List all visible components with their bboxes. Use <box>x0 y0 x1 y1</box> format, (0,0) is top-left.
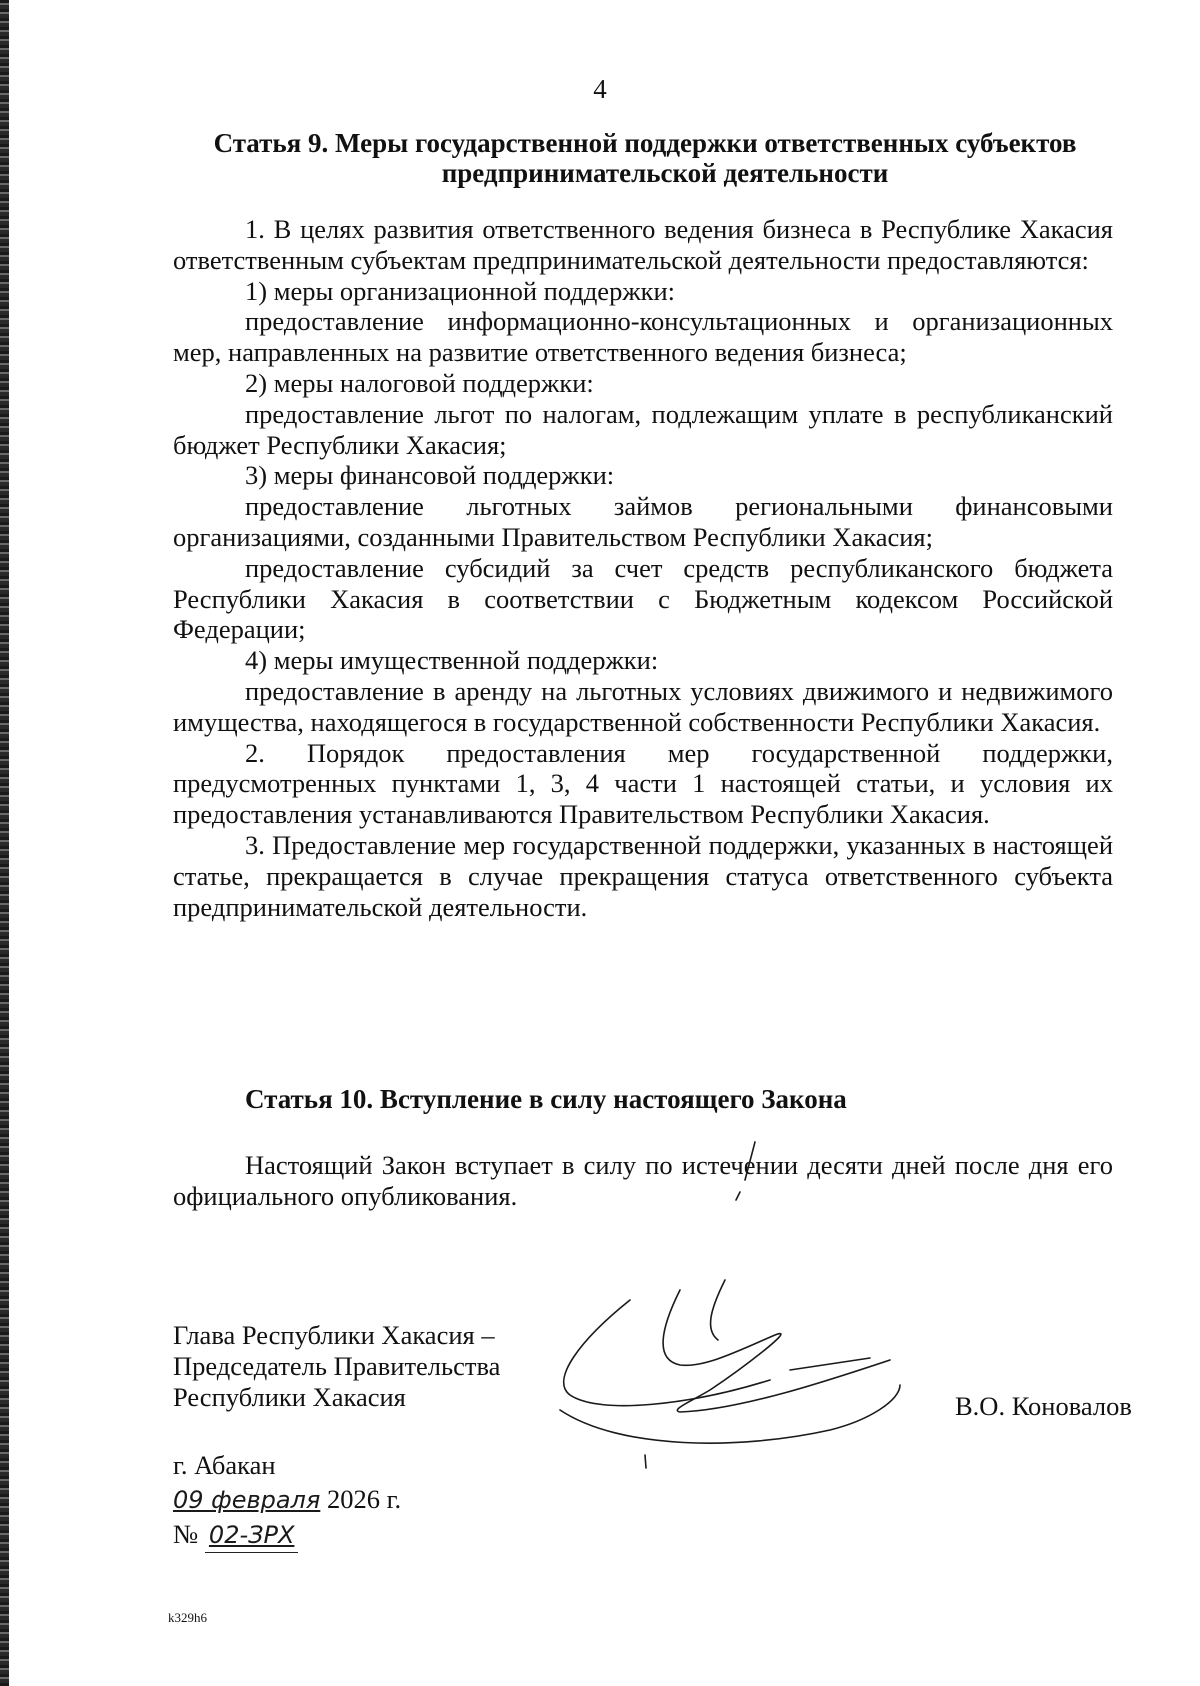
paragraph: 2. Порядок предоставления мер государственной поддержки, предусмотренных пунктами 1, 3, 4 части 1 настоящей статьи, и условия их предоставления устанавливаются Правительством Республики Хакасия. <box>173 737 1113 830</box>
article-9-heading-line1: Статья 9. Меры государственной поддержки ответственных субъектов <box>213 128 1077 158</box>
number-prefix: № <box>173 1519 199 1549</box>
date-year: 2026 г. <box>326 1484 402 1514</box>
signatory-title-line3: Республики Хакасия <box>173 1382 406 1412</box>
handwritten-signature-icon <box>540 1130 920 1470</box>
page-number: 4 <box>593 74 607 104</box>
place-date-block <box>173 1448 401 1553</box>
paragraph: предоставление субсидий за счет средств республиканского бюджета Республики Хакасия в соответствии с Бюджетным кодексом Российской Федерации; <box>173 552 1113 645</box>
paragraph: предоставление льгот по налогам, подлежащим уплате в республиканский бюджет Республики Хакасия; <box>173 398 1113 460</box>
handwritten-date: 09 февраля <box>173 1486 321 1514</box>
paragraph: 4) меры имущественной поддержки: <box>245 645 659 676</box>
article-9-heading <box>175 128 1115 188</box>
article-10-heading: Статья 10. Вступление в силу настоящего Закона <box>245 1084 847 1114</box>
place: г. Абакан <box>173 1450 276 1480</box>
paragraph: 3. Предоставление мер государственной поддержки, указанных в настоящей статье, прекращается в случае прекращения статуса ответственного субъекта предпринимательской деятельности. <box>173 829 1113 922</box>
article-9-body <box>173 214 1113 922</box>
document-code: k329h6 <box>168 1610 207 1625</box>
signatory-title-line2: Председатель Правительства <box>173 1351 501 1381</box>
handwritten-number: 02-ЗРХ <box>208 1521 295 1549</box>
scan-edge <box>0 0 9 1686</box>
paragraph: 1. В целях развития ответственного ведения бизнеса в Республике Хакасия ответственным субъектам предпринимательской деятельности предоставляются: <box>173 214 1113 275</box>
paragraph: предоставление информационно-консультационных и организационных мер, направленных на развитие ответственного ведения бизнеса; <box>173 306 1113 368</box>
signatory-title-line1: Глава Республики Хакасия – <box>173 1320 495 1350</box>
paragraph: 2) меры налоговой поддержки: <box>245 367 594 398</box>
date-line <box>173 1482 401 1517</box>
article-9-heading-line2: предпринимательской деятельности <box>441 158 889 188</box>
paragraph: предоставление льготных займов региональными финансовыми организациями, созданными Правительством Республики Хакасия; <box>173 491 1113 552</box>
paragraph: 1) меры организационной поддержки: <box>245 275 676 306</box>
signatory-name: В.О. Коновалов <box>955 1391 1132 1421</box>
signatory-title <box>173 1320 500 1413</box>
number-line <box>173 1517 401 1553</box>
paragraph: 3) меры финансовой поддержки: <box>245 460 615 491</box>
paragraph: Настоящий Закон вступает в силу по истечении десяти дней после дня его официального опубликования. <box>173 1150 1113 1211</box>
paragraph: предоставление в аренду на льготных условиях движимого и недвижимого имущества, находящегося в государственной собственности Республики Хакасия. <box>173 675 1113 737</box>
number-field <box>205 1517 299 1553</box>
